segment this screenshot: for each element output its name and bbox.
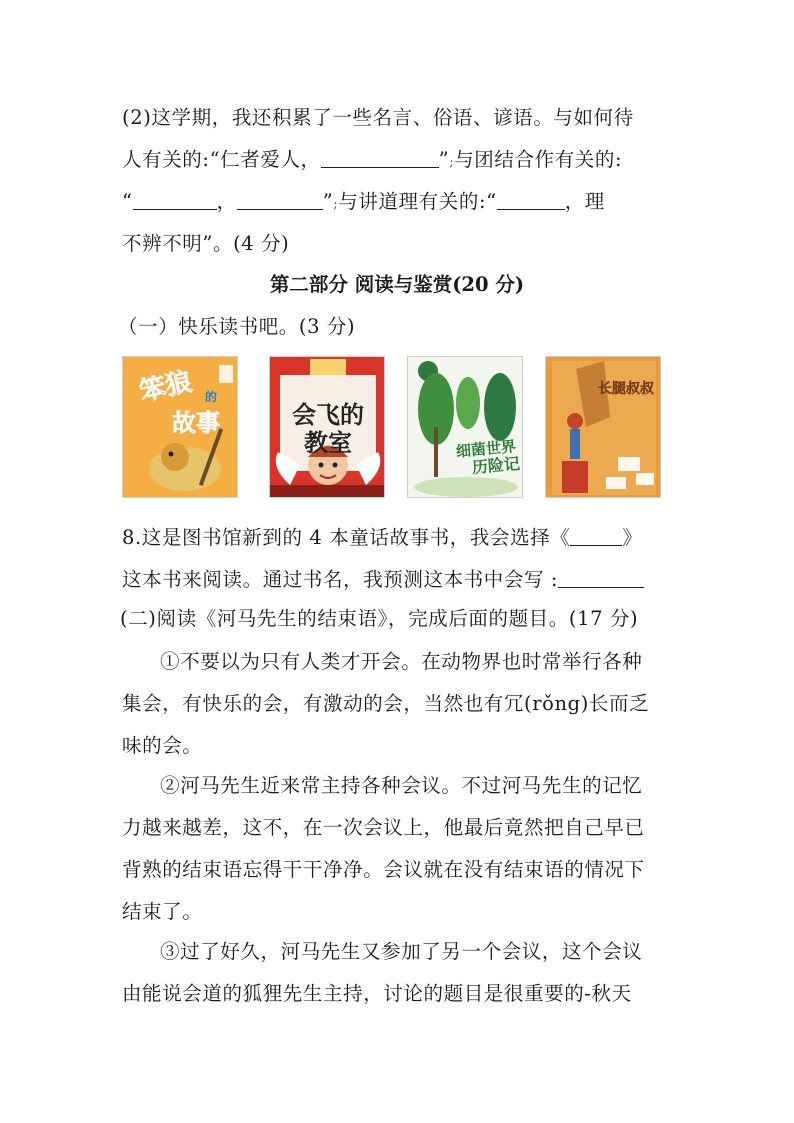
passage-p2-line-4: 结束了。 bbox=[122, 900, 203, 923]
book-cover-1 bbox=[122, 356, 238, 498]
section-title: 第二部分 阅读与鉴赏(20 分) bbox=[269, 273, 525, 296]
passage-p2-line-2: 力越来越差，这不，在一次会议上，他最后竟然把自己早已 bbox=[122, 816, 645, 839]
q7-text: 人有关的:“仁者爱人， bbox=[122, 148, 321, 171]
q7-text: 与团结合作有关的: bbox=[454, 148, 623, 171]
passage-p2-line-1: ②河马先生近来常主持各种会议。不过河马先生的记忆 bbox=[160, 774, 643, 797]
q7-text: ” bbox=[438, 148, 450, 171]
q8-line-1 bbox=[122, 523, 643, 553]
book-3-title-a: 细菌世界 bbox=[455, 437, 517, 461]
q7-line-1: (2)这学期，我还积累了一些名言、俗语、谚语。与如何待 bbox=[122, 106, 634, 129]
answer-blank-2[interactable] bbox=[133, 189, 217, 210]
q7-text: ; bbox=[449, 155, 455, 170]
book-choice-blank[interactable] bbox=[570, 525, 622, 546]
book-1-title-c: 故事 bbox=[172, 408, 220, 437]
book-2-title-a: 会飞的 bbox=[292, 400, 364, 429]
subsection-2-title: (二)阅读《河马先生的结束语》，完成后面的题目。(17 分) bbox=[120, 607, 639, 630]
passage-p3-line-1: ③过了好久，河马先生又参加了另一个会议，这个会议 bbox=[160, 940, 643, 963]
q8-text: 8.这是图书馆新到的 4 本童话故事书，我会选择《 bbox=[122, 526, 571, 549]
prediction-blank[interactable] bbox=[558, 567, 644, 588]
q8-text: 》 bbox=[622, 526, 643, 549]
passage-p1-line-3: 味的会。 bbox=[122, 734, 203, 757]
book-cover-3 bbox=[407, 356, 523, 498]
q7-text: ; bbox=[333, 197, 339, 212]
q7-text: ” bbox=[322, 190, 334, 213]
q8-line-2 bbox=[122, 565, 644, 595]
book-cover-4 bbox=[545, 356, 661, 498]
book-cover-2 bbox=[269, 356, 385, 498]
q7-text: “ bbox=[122, 190, 133, 213]
answer-blank-1[interactable] bbox=[321, 147, 439, 168]
passage-p1-line-2: 集会，有快乐的会，有激动的会，当然也有冗(rǒng)长而乏 bbox=[122, 692, 650, 715]
q7-line-4: 不辨不明”。(4 分) bbox=[122, 232, 290, 255]
q7-line-2 bbox=[122, 145, 622, 178]
book-1-title-b: 的 bbox=[204, 390, 217, 404]
q7-line-3 bbox=[122, 187, 605, 220]
answer-blank-4[interactable] bbox=[497, 189, 565, 210]
book-4-title: 长腿叔叔 bbox=[598, 381, 654, 397]
q7-text: ，理 bbox=[564, 190, 605, 213]
book-2-title-b: 教室 bbox=[304, 428, 352, 457]
bacteria-world-illustration-icon bbox=[408, 357, 523, 498]
q8-text: 这本书来阅读。通过书名，我预测这本书中会写 : bbox=[122, 568, 559, 591]
q7-text: 与讲道理有关的:“ bbox=[338, 190, 497, 213]
passage-p1-line-1: ①不要以为只有人类才开会。在动物界也时常举行各种 bbox=[160, 650, 643, 673]
q7-text: ， bbox=[216, 190, 237, 213]
book-3-title-b: 历险记 bbox=[471, 453, 521, 478]
subsection-1-title: （一）快乐读书吧。(3 分) bbox=[118, 315, 356, 338]
daddy-long-legs-illustration-icon bbox=[546, 357, 661, 498]
book-1-title-a: 笨狼 bbox=[137, 366, 195, 408]
answer-blank-3[interactable] bbox=[237, 189, 323, 210]
passage-p3-line-2: 由能说会道的狐狸先生主持，讨论的题目是很重要的-秋天 bbox=[122, 982, 632, 1005]
passage-p2-line-3: 背熟的结束语忘得干干净净。会议就在没有结束语的情况下 bbox=[122, 858, 645, 881]
